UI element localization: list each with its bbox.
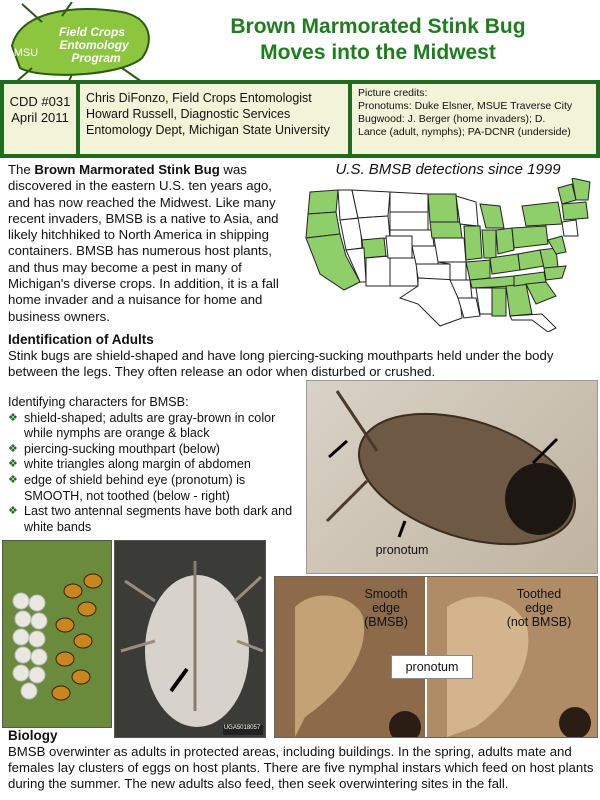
author-3: Entomology Dept, Michigan State University xyxy=(86,123,330,137)
intro-bold: Brown Marmorated Stink Bug xyxy=(34,162,220,177)
characters-list xyxy=(8,411,300,536)
bullet-icon: ❖ xyxy=(8,473,18,486)
eggs-nymphs-photo xyxy=(2,540,112,728)
characters-intro: Identifying characters for BMSB: xyxy=(8,395,189,409)
intro-paragraph xyxy=(8,162,292,325)
credits-title: Picture credits: xyxy=(358,87,428,99)
intro-rest: was discovered in the eastern U.S. ten years ago, and has now reached the Midwest. Like many recent invaders, BMSB is a native to Asia, and likely hitchhiked to North America in shipping containers. BMSB has numerous host plants, and thus may become a pest in many of Michigan's diverse crops. In addition, it is a fall home invader and a nuisance for home and business owners. xyxy=(8,162,279,324)
identification-section xyxy=(8,332,596,380)
pronotum-label: pronotum xyxy=(375,543,429,557)
list-item: ❖ white triangles along margin of abdomen xyxy=(8,457,251,472)
logo-msu: MSU xyxy=(13,47,39,59)
identification-heading: Identification of Adults xyxy=(8,332,154,347)
adult-bmsb-photo xyxy=(306,380,598,574)
credits-line-2: Bugwood: J. Berger (home invaders); D. xyxy=(358,113,546,125)
author-2: Howard Russell, Diagnostic Services xyxy=(86,107,291,121)
identification-text: Stink bugs are shield-shaped and have long piercing-sucking mouthparts held under the body between the legs. They often release an odor when disturbed or crushed. xyxy=(8,348,554,379)
title-line-1: Brown Marmorated Stink Bug xyxy=(230,15,526,38)
pronotum-comparison-photo xyxy=(274,576,598,738)
credits-box xyxy=(352,84,596,154)
cdd-date: April 2011 xyxy=(11,110,69,125)
logo-text-1: Field Crops xyxy=(58,25,126,39)
biology-heading: Biology xyxy=(8,728,58,743)
bullet-icon: ❖ xyxy=(8,442,18,455)
characters-section xyxy=(8,395,300,535)
logo-text-2: Entomology xyxy=(59,38,129,52)
page-title xyxy=(160,14,596,66)
credits-line-3: Lance (adult, nymphs); PA-DCNR (underside) xyxy=(358,126,571,138)
cdd-box xyxy=(4,84,76,154)
credits-line-1: Pronotums: Duke Elsner, MSUE Traverse City xyxy=(358,100,573,112)
bullet-icon: ❖ xyxy=(8,458,18,471)
bullet-icon: ❖ xyxy=(8,505,18,518)
intro-pre: The xyxy=(8,162,35,177)
biology-section xyxy=(8,728,596,792)
photo-id-caption: UGA5018057 xyxy=(223,725,261,731)
underside-photo xyxy=(114,540,266,738)
us-detection-map xyxy=(300,178,596,332)
program-logo xyxy=(2,2,160,84)
authors-box xyxy=(80,84,348,154)
logo-text-3: Program xyxy=(71,51,121,65)
biology-text: BMSB overwinter as adults in protected areas, including buildings. In the spring, adults mate and females lay clusters of eggs on host plants. There are five nymphal instars which feed on host plants during the summer. The new adults also feed, then seek overwintering sites in the fall. xyxy=(8,744,594,791)
list-item: ❖ Last two antennal segments have both dark and white bands xyxy=(8,504,293,534)
list-item: ❖ piercing-sucking mouthpart (below) xyxy=(8,441,220,456)
smooth-edge-label: Smooth edge (BMSB) xyxy=(364,587,408,629)
list-item: ❖ shield-shaped; adults are gray-brown in color while nymphs are orange & black xyxy=(8,410,276,441)
bullet-icon: ❖ xyxy=(8,411,18,424)
pronotum-callout: pronotum xyxy=(391,655,473,679)
author-1: Chris DiFonzo, Field Crops Entomologist xyxy=(86,91,312,105)
title-line-2: Moves into the Midwest xyxy=(260,41,496,64)
cdd-number: CDD #031 xyxy=(9,94,71,109)
toothed-edge-label: Toothed edge (not BMSB) xyxy=(506,587,572,629)
map-title: U.S. BMSB detections since 1999 xyxy=(335,161,561,178)
list-item: ❖ edge of shield behind eye (pronotum) is SMOOTH, not toothed (below - right) xyxy=(8,472,246,503)
